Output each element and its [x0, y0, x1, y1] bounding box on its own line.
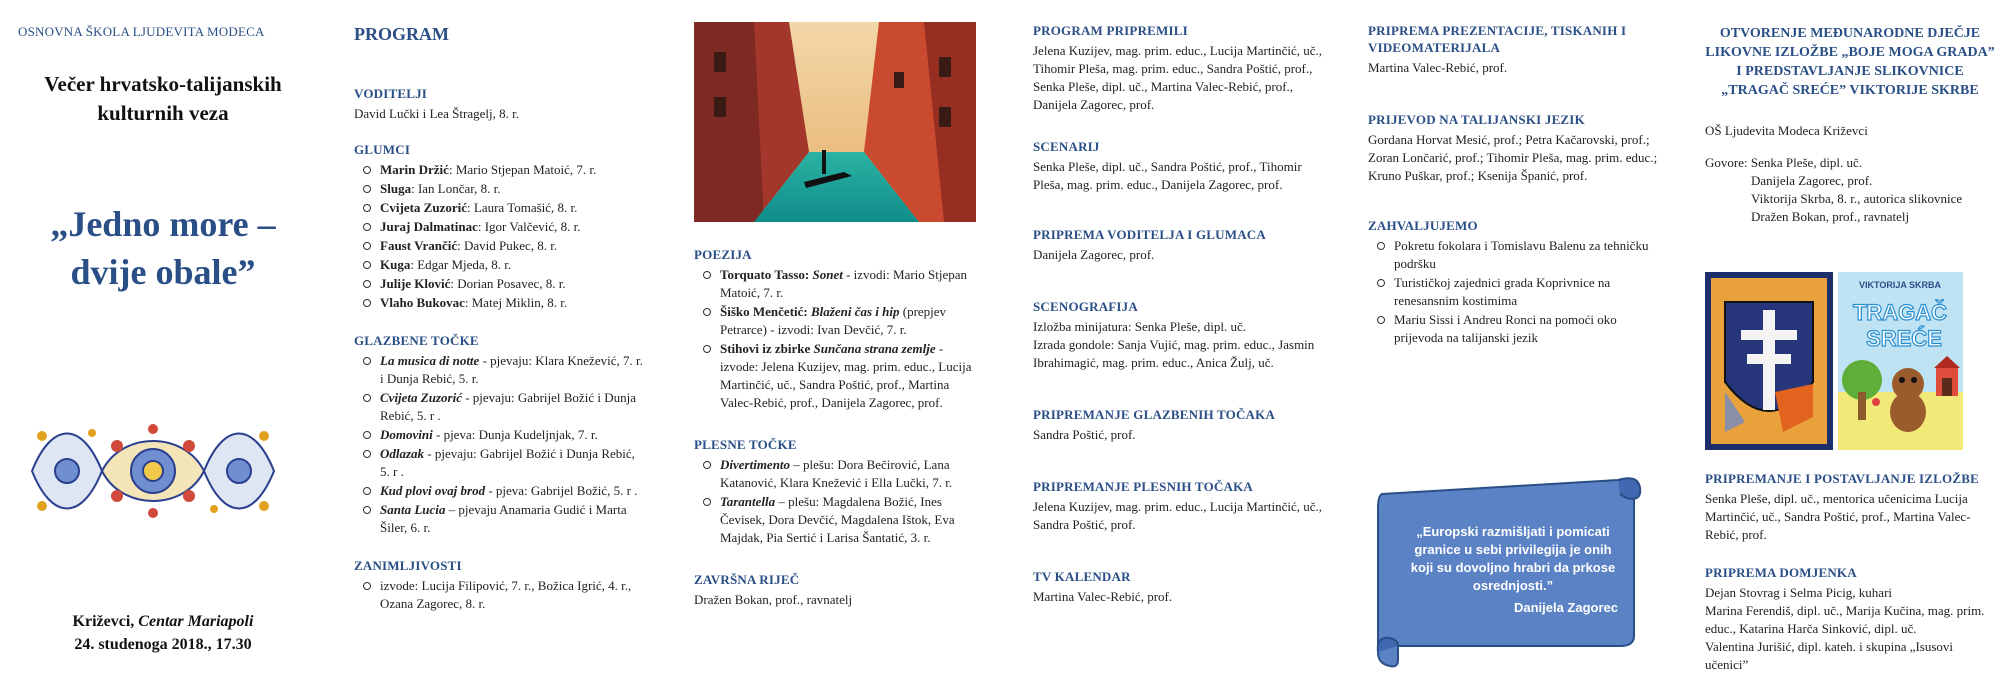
- prepared-text: Jelena Kuzijev, mag. prim. educ., Lucija Martinčić, uč., Tihomir Pleša, mag. prim. educ., Sandra Poštić, prof., Senka Pleše, dipl. uč., Martina Valec-Rebić, prof., Danijela Zagorec, prof.: [1033, 43, 1323, 112]
- actor-name: : Mario Stjepan Matoić, 7. r.: [448, 162, 597, 177]
- scenography-text-1: Izložba minijatura: Senka Pleše, dipl. uč.: [1033, 319, 1246, 334]
- poem-title: Sonet: [812, 267, 843, 282]
- thanks-list: [1368, 237, 1658, 347]
- thanks-section: [1368, 217, 1658, 347]
- poetry-column: [694, 0, 984, 686]
- list-item: [380, 482, 644, 500]
- tv-section: [1033, 568, 1323, 606]
- actors-section: [354, 141, 644, 312]
- song-title: Domovini: [380, 427, 433, 442]
- scenography-heading: SCENOGRAFIJA: [1033, 299, 1138, 314]
- list-item: [380, 389, 644, 425]
- coat-of-arms-image: [1705, 272, 1833, 450]
- actor-role: Faust Vrančić: [380, 238, 458, 253]
- list-item: [720, 493, 984, 547]
- actor-role: Kuga: [380, 257, 411, 272]
- music-section: [354, 332, 644, 537]
- actor-name: : Edgar Mjeda, 8. r.: [410, 257, 512, 272]
- music-heading: GLAZBENE TOČKE: [354, 333, 479, 348]
- list-item: [720, 266, 984, 302]
- prepared-section: [1033, 22, 1323, 114]
- actors-heading: GLUMCI: [354, 142, 411, 157]
- music-list: [354, 352, 644, 537]
- hosts-prep-heading: PRIPREMA VODITELJA I GLUMACA: [1033, 227, 1266, 242]
- list-item: [380, 445, 644, 481]
- thanks-heading: ZAHVALJUJEMO: [1368, 218, 1478, 233]
- actor-role: Cvijeta Zuzorić: [380, 200, 468, 215]
- speakers-block: [1705, 154, 1995, 226]
- scenography-text-2: Izrada gondole: Sanja Vujić, mag. prim. educ., Jasmin Ibrahimagić, mag. prim. educ., Anica Žulj, uč.: [1033, 337, 1315, 370]
- quote-author: Danijela Zagorec: [1513, 600, 1618, 615]
- translation-section: [1368, 111, 1658, 185]
- closing-heading: ZAVRŠNA RIJEČ: [694, 572, 800, 587]
- actors-list: [354, 161, 644, 312]
- song-title: Santa Lucia: [380, 502, 446, 517]
- actor-role: Vlaho Bukovac: [380, 295, 465, 310]
- song-performers: - pjeva: Gabrijel Božić, 5. r .: [485, 483, 638, 498]
- exhibition-prep-heading: PRIPREMANJE I POSTAVLJANJE IZLOŽBE: [1705, 471, 1979, 486]
- list-item: [720, 340, 984, 412]
- list-item: [380, 199, 644, 217]
- list-item: izvode: Lucija Filipović, 7. r., Božica Igrić, 4. r., Ozana Zagorec, 8. r.: [380, 577, 644, 613]
- actor-name: : Dorian Posavec, 8. r.: [450, 276, 566, 291]
- list-item: [380, 501, 644, 537]
- list-item: Turističkoj zajednici grada Koprivnice na renesansnim kostimima: [1394, 274, 1658, 310]
- exhibition-column: [1705, 0, 1995, 686]
- song-title: Kud plovi ovaj brod: [380, 483, 486, 498]
- poem-author: Stihovi iz zbirke: [720, 341, 814, 356]
- translation-heading: PRIJEVOD NA TALIJANSKI JEZIK: [1368, 112, 1585, 127]
- dance-prep-text: Jelena Kuzijev, mag. prim. educ., Lucija Martinčić, uč., Sandra Poštić, prof.: [1033, 499, 1323, 532]
- scenography-section: [1033, 298, 1323, 372]
- poem-author: Torquato Tasso:: [720, 267, 813, 282]
- list-item: [380, 352, 644, 388]
- reception-heading: PRIPREMA DOMJENKA: [1705, 565, 1857, 580]
- song-performers: - pjeva: Dunja Kudeljnjak, 7. r.: [432, 427, 598, 442]
- tv-text: Martina Valec-Rebić, prof.: [1033, 589, 1173, 604]
- presentation-heading: PRIPREMA PREZENTACIJE, TISKANIH I VIDEOMATERIJALA: [1368, 23, 1627, 55]
- list-item: [380, 237, 644, 255]
- hosts-section: [354, 85, 644, 123]
- script-text: Senka Pleše, dipl. uč., Sandra Poštić, prof., Tihomir Pleša, mag. prim. educ., Danijela Zagorec, prof.: [1033, 159, 1302, 192]
- cover-column: [18, 0, 308, 686]
- book-author: VIKTORIJA SKRBA: [1858, 280, 1942, 290]
- list-item: [720, 303, 984, 339]
- list-item: [380, 426, 644, 444]
- closing-text: Dražen Bokan, prof., ravnatelj: [694, 592, 853, 607]
- exhibition-prep-text: Senka Pleše, dipl. uč., mentorica učenicima Lucija Martinčić, uč., Sandra Poštić, prof., Martina Valec-Rebić, prof.: [1705, 491, 1971, 542]
- dance-performers: – plešu: Dora Bečirović, Lana Katanović, Klara Knežević i Ella Lučki, 7. r.: [720, 457, 953, 490]
- presentation-text: Martina Valec-Rebić, prof.: [1368, 60, 1508, 75]
- event-place-date: [18, 610, 308, 656]
- song-title: La musica di notte: [380, 353, 480, 368]
- actor-role: Juraj Dalmatinac: [380, 219, 478, 234]
- poem-performers: - izvode: Jelena Kuzijev, mag. prim. educ., Lucija Martinčić, uč., Sandra Poštić, prof., Martina Valec-Rebić, prof., Danijela Zagorec, prof.: [720, 341, 972, 410]
- speaker-4: Dražen Bokan, prof., ravnatelj: [1751, 209, 1910, 224]
- song-title: Cvijeta Zuzorić: [380, 390, 462, 405]
- event-title-line2: kulturnih veza: [97, 101, 229, 125]
- list-item: [380, 256, 644, 274]
- program-column: [354, 0, 644, 686]
- event-motto: [18, 200, 308, 296]
- list-item: [380, 218, 644, 236]
- actor-name: : Ian Lončar, 8. r.: [411, 181, 501, 196]
- motto-line2: dvije obale”: [70, 252, 256, 292]
- closing-section: [694, 571, 984, 609]
- book-title-line2: SREĆE: [1866, 326, 1942, 351]
- motto-line1: „Jedno more –: [50, 204, 276, 244]
- reception-text-2: Marina Ferendiš, dipl. uč., Marija Kučina, mag. prim. educ., Katarina Harča Sinković, dipl. uč.: [1705, 603, 1985, 636]
- dance-title: Tarantella: [720, 494, 776, 509]
- list-item: Pokretu fokolara i Tomislavu Balenu za tehničku podršku: [1394, 237, 1658, 273]
- speakers-label: Govore:: [1705, 155, 1751, 170]
- speaker-3: Viktorija Skrba, 8. r., autorica slikovnice: [1751, 191, 1963, 206]
- poetry-heading: POEZIJA: [694, 247, 752, 262]
- speaker-2: Danijela Zagorec, prof.: [1751, 173, 1873, 188]
- list-item: Mariu Sissi i Andreu Ronci na pomoći oko prijevoda na talijanski jezik: [1394, 311, 1658, 347]
- song-performers: - pjevaju: Klara Knežević, 7. r. i Dunja Rebić, 5. r.: [380, 353, 643, 386]
- song-performers: - pjevaju: Gabrijel Božić i Dunja Rebić, 5. r .: [380, 446, 635, 479]
- dance-prep-section: [1033, 478, 1323, 534]
- dance-title: Divertimento: [720, 457, 791, 472]
- list-item: [720, 456, 984, 492]
- actor-name: : Igor Valčević, 8. r.: [477, 219, 581, 234]
- poem-performers: - izvodi: Mario Stjepan Matoić, 7. r.: [720, 267, 968, 300]
- actor-name: : David Pukec, 8. r.: [457, 238, 558, 253]
- program-title: PROGRAM: [354, 24, 449, 44]
- actor-name: : Matej Miklin, 8. r.: [464, 295, 568, 310]
- dance-section: [694, 436, 984, 547]
- song-title: Odlazak: [380, 446, 425, 461]
- hosts-prep-section: [1033, 226, 1323, 264]
- school-name: OSNOVNA ŠKOLA LJUDEVITA MODECA: [18, 24, 265, 39]
- poem-title: Blaženi čas i hip: [810, 304, 900, 319]
- picture-book-cover: [1838, 272, 1963, 450]
- dance-heading: PLESNE TOČKE: [694, 437, 797, 452]
- event-title-line1: Večer hrvatsko-talijanskih: [44, 72, 282, 96]
- script-section: [1033, 138, 1323, 194]
- reception-text-3: Valentina Jurišić, dipl. kateh. i skupina „Isusovi učenici”: [1705, 639, 1954, 672]
- dance-performers: – plešu: Magdalena Božić, Ines Čevisek, Dora Devčić, Magdalena Ištok, Eva Majdak, Pia Sertić i Larisa Šantatić, 3. r.: [720, 494, 955, 545]
- presentation-section: [1368, 22, 1658, 77]
- exhibition-title: OTVORENJE MEĐUNARODNE DJEČJE LIKOVNE IZLOŽBE „BOJE MOGA GRADA” I PREDSTAVLJANJE SLIKOVNICE „TRAGAČ SREĆE” VIKTORIJE SKRBE: [1705, 26, 1995, 98]
- actor-role: Julije Klović: [380, 276, 451, 291]
- prepared-heading: PROGRAM PRIPREMILI: [1033, 23, 1188, 38]
- reception-text-1: Dejan Stovrag i Selma Picig, kuhari: [1705, 585, 1893, 600]
- actor-role: Sluga: [380, 181, 412, 196]
- list-item: [380, 294, 644, 312]
- dance-list: [694, 456, 984, 547]
- song-performers: – pjevaju Anamaria Gudić i Marta Šiler, 6. r.: [380, 502, 627, 535]
- quote-text: [1408, 523, 1618, 617]
- credits-column: [1033, 0, 1323, 686]
- hosts-heading: VODITELJI: [354, 86, 428, 101]
- venice-canal-photo: [694, 22, 976, 222]
- poem-title: Sunčana strana zemlje: [813, 341, 936, 356]
- place-venue: Centar Mariapoli: [138, 613, 254, 630]
- folk-ornament-image: [22, 411, 284, 531]
- poem-author: Šiško Menčetić:: [720, 304, 811, 319]
- curiosities-list: [354, 577, 644, 613]
- song-performers: - pjevaju: Gabrijel Božić i Dunja Rebić, 5. r .: [380, 390, 636, 423]
- exhibition-prep-section: [1705, 470, 1995, 544]
- curiosities-heading: ZANIMLJIVOSTI: [354, 558, 462, 573]
- music-prep-text: Sandra Poštić, prof.: [1033, 427, 1136, 442]
- reception-section: [1705, 564, 1995, 674]
- poetry-section: [694, 246, 984, 412]
- list-item: [380, 161, 644, 179]
- tv-heading: TV KALENDAR: [1033, 569, 1131, 584]
- music-prep-heading: PRIPREMANJE GLAZBENIH TOČAKA: [1033, 407, 1276, 422]
- curiosities-section: [354, 557, 644, 613]
- poem-performers: (prepjev Petrarce) - izvodi: Ivan Devčić, 7. r.: [720, 304, 947, 337]
- thanks-column: [1368, 0, 1658, 686]
- quote-body: „Europski razmišljati i pomicati granice u sebi privilegija je onih koji su dovoljno hrabri da prkose osrednjosti.”: [1410, 524, 1616, 593]
- hosts-text: David Lučki i Lea Štragelj, 8. r.: [354, 106, 519, 121]
- place-town: Križevci,: [72, 613, 139, 630]
- book-title-line1: TRAGAČ: [1852, 300, 1948, 325]
- music-prep-section: [1033, 406, 1323, 444]
- translation-text: Gordana Horvat Mesić, prof.; Petra Kačarovski, prof.; Zoran Lončarić, prof.; Tihomir Pleša, mag. prim. educ.; Kruno Puškar, prof.; Ksenija Španić, prof.: [1368, 132, 1658, 183]
- dance-prep-heading: PRIPREMANJE PLESNIH TOČAKA: [1033, 479, 1253, 494]
- exhibition-school: OŠ Ljudevita Modeca Križevci: [1705, 123, 1868, 138]
- speakers-first: [1705, 154, 1995, 172]
- poetry-list: [694, 266, 984, 412]
- list-item: [380, 180, 644, 198]
- speaker-1: Senka Pleše, dipl. uč.: [1750, 155, 1863, 170]
- list-item: [380, 275, 644, 293]
- event-title: [18, 70, 308, 128]
- actor-role: Marin Držić: [380, 162, 449, 177]
- script-heading: SCENARIJ: [1033, 139, 1100, 154]
- hosts-prep-text: Danijela Zagorec, prof.: [1033, 247, 1155, 262]
- event-date: 24. studenoga 2018., 17.30: [74, 636, 252, 653]
- actor-name: : Laura Tomašić, 8. r.: [467, 200, 578, 215]
